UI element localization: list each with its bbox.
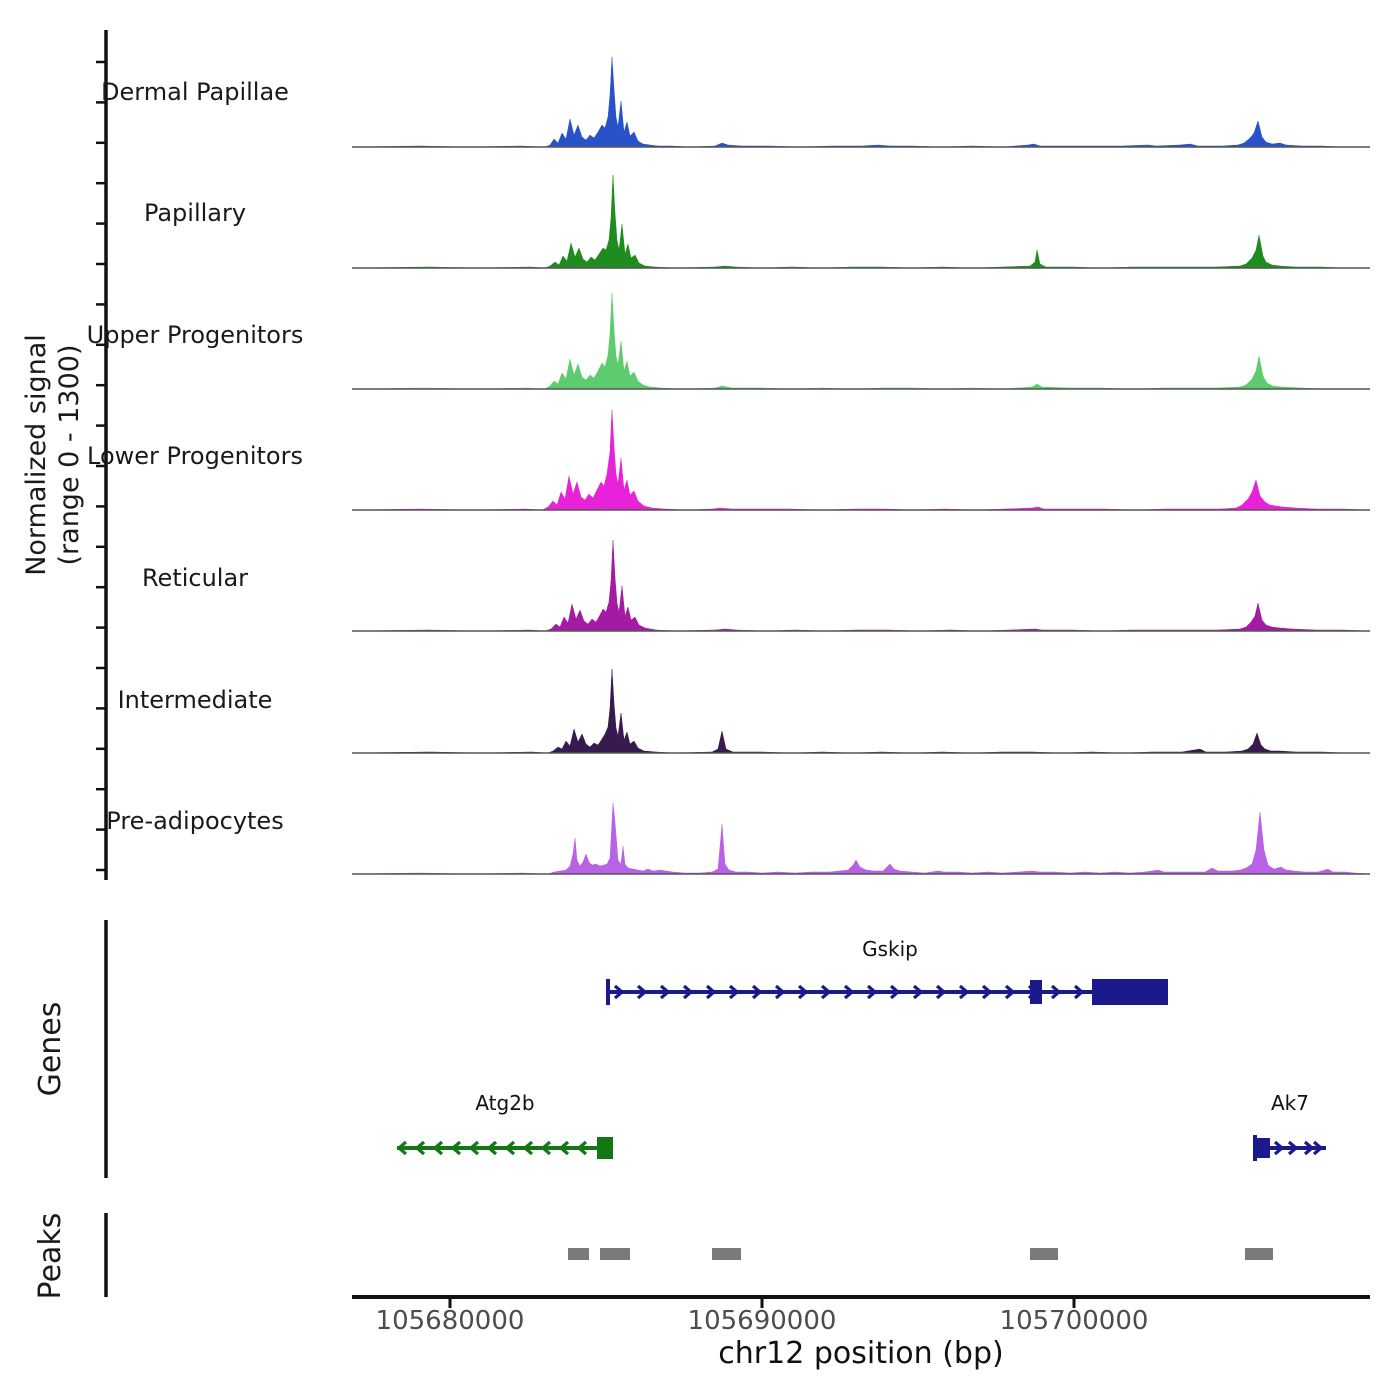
track-label-reticular: Reticular — [141, 564, 249, 592]
gene-start-bar-gskip — [606, 979, 610, 1005]
track-label-pre-adipocytes: Pre-adipocytes — [106, 807, 284, 835]
peak-interval — [1030, 1248, 1058, 1260]
x-axis-title: chr12 position (bp) — [718, 1336, 1004, 1371]
track-label-papillary: Papillary — [143, 199, 247, 227]
gene-label-atg2b: Atg2b — [475, 1091, 535, 1115]
peak-interval — [1245, 1248, 1273, 1260]
peak-interval — [600, 1248, 630, 1260]
peak-interval — [712, 1248, 741, 1260]
track-label-upper-progenitors: Upper Progenitors — [86, 321, 304, 349]
signal-area-papillary — [352, 175, 1370, 268]
gene-start-bar-ak7 — [1253, 1135, 1257, 1161]
signal-area-dermal-papillae — [352, 57, 1370, 147]
track-label-intermediate: Intermediate — [117, 686, 273, 714]
signal-area-lower-progenitors — [352, 410, 1370, 510]
gene-label-gskip: Gskip — [862, 937, 918, 961]
track-label-lower-progenitors: Lower Progenitors — [87, 442, 303, 470]
peak-interval — [568, 1248, 589, 1260]
y-axis-label-line2: (range 0 - 1300) — [54, 344, 85, 566]
genes-section-label: Genes — [32, 1001, 68, 1097]
track-label-dermal-papillae: Dermal Papillae — [101, 78, 289, 106]
peaks-section-label: Peaks — [32, 1212, 68, 1300]
gene-exon-atg2b — [597, 1137, 613, 1159]
signal-area-pre-adipocytes — [352, 803, 1370, 874]
x-tick-label: 105690000 — [687, 1306, 837, 1336]
gene-exon-ak7 — [1257, 1138, 1270, 1158]
gene-exon-gskip — [1030, 980, 1042, 1004]
signal-area-intermediate — [352, 669, 1370, 753]
gene-exon-gskip — [1092, 979, 1168, 1005]
x-tick-label: 105700000 — [999, 1306, 1149, 1336]
signal-area-reticular — [352, 540, 1370, 631]
x-tick-label: 105680000 — [375, 1306, 525, 1336]
y-axis-label-line1: Normalized signal — [21, 334, 52, 576]
gene-label-ak7: Ak7 — [1271, 1091, 1309, 1115]
signal-area-upper-progenitors — [352, 293, 1370, 389]
